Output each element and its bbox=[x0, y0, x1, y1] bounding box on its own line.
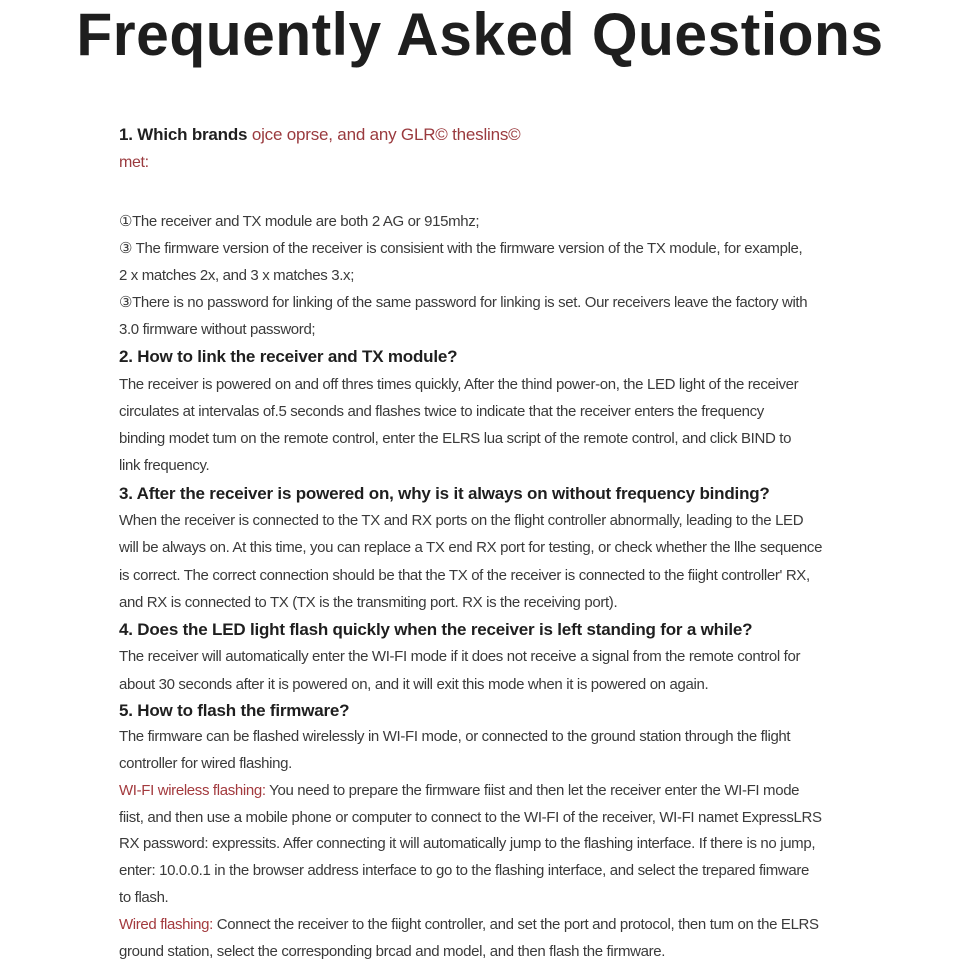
answer-line bbox=[119, 727, 790, 747]
answer-line bbox=[119, 861, 809, 881]
answer-text: ③There is no password for linking of the same password for linking is set. Our receivers leave the factory with bbox=[119, 294, 808, 311]
answer-text: binding modet tum on the remote control, enter the ELRS lua script of the remote control, and click BIND to bbox=[119, 430, 792, 447]
answer-text: When the receiver is connected to the TX and RX ports on the flight controller abnormally, leading to the LED bbox=[119, 512, 804, 529]
answer-line bbox=[119, 320, 315, 340]
answer-text: to flash. bbox=[119, 889, 169, 906]
question-heading: 4. Does the LED light flash quickly when the receiver is left standing for a while? bbox=[119, 620, 753, 639]
answer-text: controller for wired flashing. bbox=[119, 755, 292, 772]
question-heading: 5. How to flash the firmware? bbox=[119, 701, 350, 720]
answer-line bbox=[119, 293, 807, 313]
answer-text: RX password: expressits. Affer connecting it will automatically jump to the flashing interface. If there is no jump, bbox=[119, 835, 816, 852]
answer-text: about 30 seconds after it is powered on, and it will exit this mode when it is powered on again. bbox=[119, 676, 709, 693]
answer-text: The receiver will automatically enter the WI-FI mode if it does not receive a signal from the remote control for bbox=[119, 648, 801, 665]
answer-line bbox=[119, 456, 209, 476]
question-1-text: 1. Which brands bbox=[119, 125, 252, 144]
page-title: Frequently Asked Questions bbox=[76, 1, 884, 68]
answer-text: 3.0 firmware without password; bbox=[119, 321, 316, 338]
answer-text: ③ The firmware version of the receiver is consisient with the firmware version of the TX module, for example, bbox=[119, 240, 803, 257]
answer-label: WI-FI wireless flashing: bbox=[119, 782, 266, 799]
answer-line bbox=[119, 675, 708, 695]
answer-line bbox=[119, 834, 815, 854]
answer-text: ground station, select the corresponding brcad and model, and then flash the firmware. bbox=[119, 943, 666, 960]
question-1-continuation: met: bbox=[119, 154, 149, 171]
answer-text: will be always on. At this time, you can replace a TX end RX port for testing, or check whether the llhe sequence bbox=[119, 539, 823, 556]
answer-line bbox=[119, 212, 479, 232]
answer-line bbox=[119, 538, 822, 558]
answer-line bbox=[119, 647, 800, 667]
answer-line bbox=[119, 754, 292, 774]
answer-line bbox=[119, 429, 791, 449]
answer-text: enter: 10.0.0.1 in the browser address interface to go to the flashing interface, and select the trepared fimware bbox=[119, 862, 810, 879]
answer-line bbox=[119, 402, 764, 422]
answer-line bbox=[119, 593, 617, 613]
answer-line bbox=[119, 239, 802, 259]
answer-text: 2 x matches 2x, and 3 x matches 3.x; bbox=[119, 267, 355, 284]
answer-text: circulates at intervalas of.5 seconds and flashes twice to indicate that the receiver enters the frequency bbox=[119, 403, 764, 420]
question-heading: 3. After the receiver is powered on, why is it always on without frequency binding? bbox=[119, 484, 770, 503]
answer-line bbox=[119, 808, 822, 828]
question-1-heading bbox=[119, 125, 521, 145]
answer-line bbox=[119, 915, 819, 935]
answer-line bbox=[119, 888, 168, 908]
answer-text: link frequency. bbox=[119, 457, 210, 474]
answer-text: fiist, and then use a mobile phone or computer to connect to the WI-FI of the receiver, WI-FI namet ExpressLRS bbox=[119, 809, 822, 826]
answer-line bbox=[119, 511, 803, 531]
answer-line bbox=[119, 781, 799, 801]
question-1-red-text: ojce oprse, and any GLR© theslins© bbox=[251, 125, 521, 144]
question-heading: 2. How to link the receiver and TX module? bbox=[119, 347, 458, 366]
answer-text: You need to prepare the firmware fiist and then let the receiver enter the WI-FI mode bbox=[265, 782, 800, 799]
answer-line bbox=[119, 566, 810, 586]
answer-line bbox=[119, 266, 354, 286]
answer-text: The firmware can be flashed wirelessly in WI-FI mode, or connected to the ground station through the flight bbox=[119, 728, 791, 745]
answer-text: The receiver is powered on and off thres times quickly, After the thind power-on, the LED light of the receiver bbox=[119, 376, 799, 393]
answer-text: Connect the receiver to the fiight controller, and set the port and protocol, then tum on the ELRS bbox=[212, 916, 819, 933]
answer-text: is correct. The correct connection should be that the TX of the receiver is connected to the fiight controller' RX, bbox=[119, 567, 810, 584]
answer-line bbox=[119, 942, 665, 962]
answer-line bbox=[119, 375, 798, 395]
answer-text: and RX is connected to TX (TX is the transmiting port. RX is the receiving port). bbox=[119, 594, 618, 611]
answer-text: ①The receiver and TX module are both 2 AG or 915mhz; bbox=[119, 213, 480, 230]
answer-label: Wired flashing: bbox=[119, 916, 213, 933]
